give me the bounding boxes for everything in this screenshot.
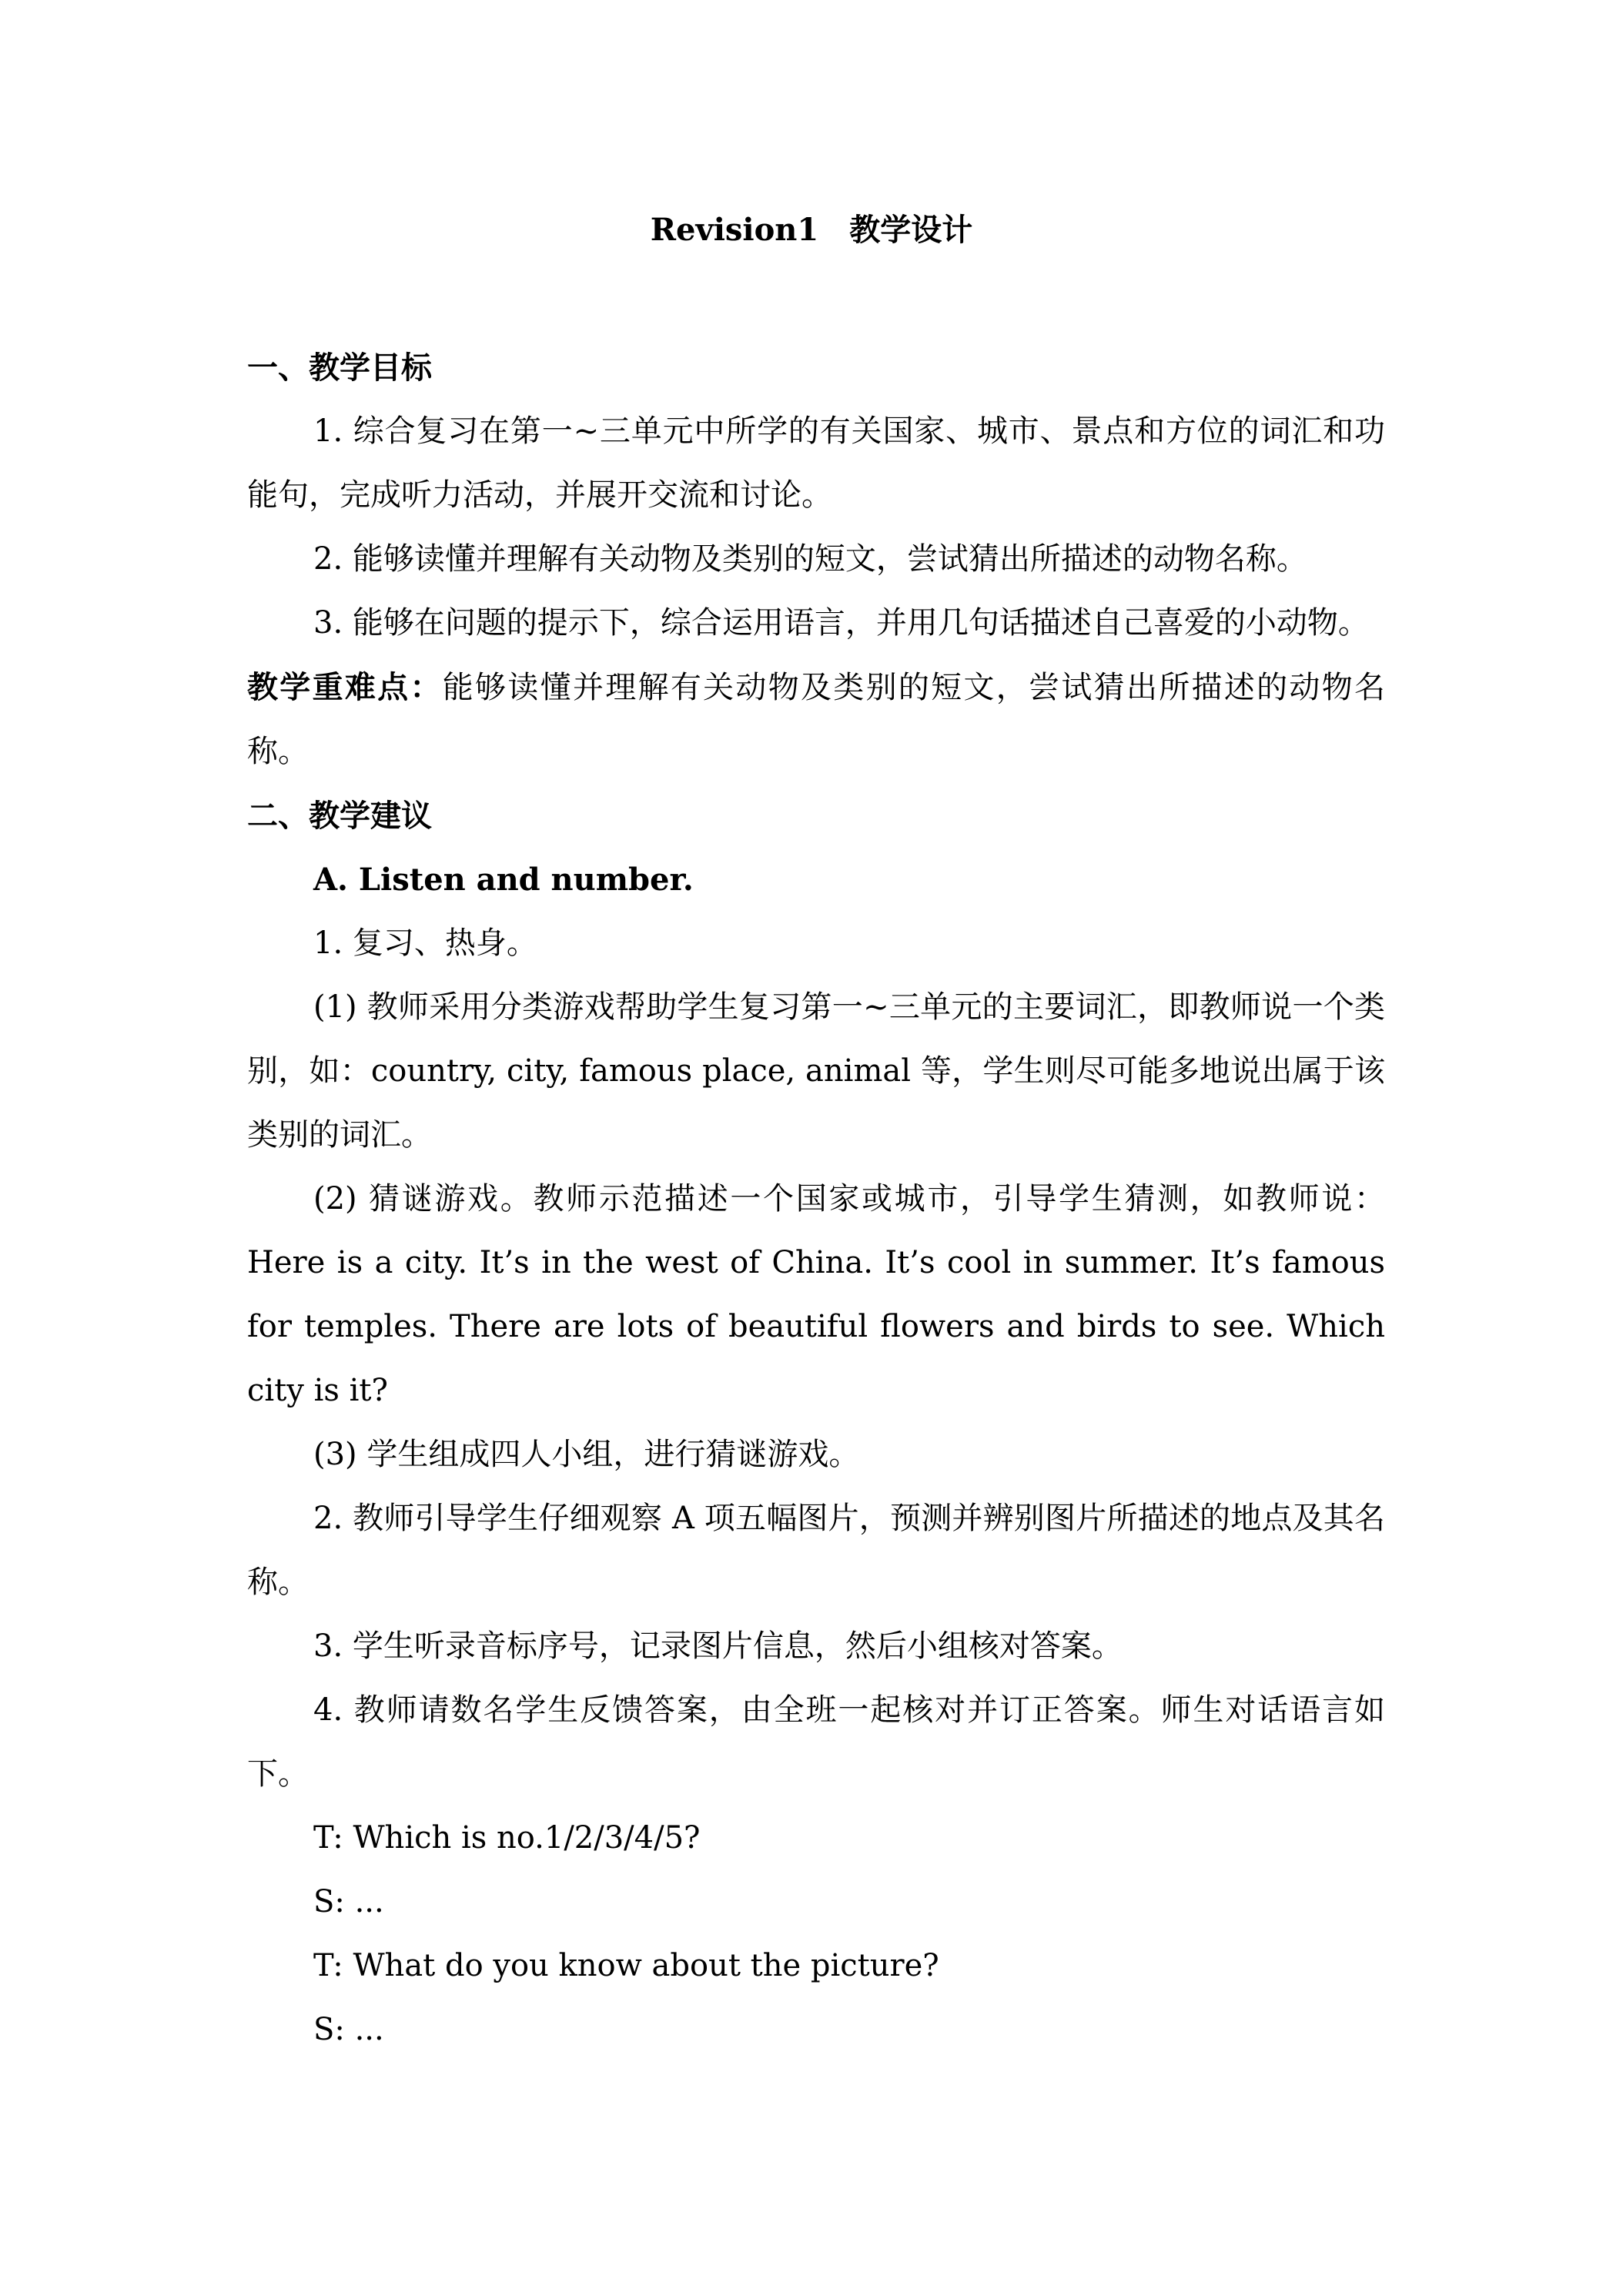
dialog-line-2: S: ... [313, 1884, 384, 1919]
dialog-line-4: S: ... [313, 2012, 384, 2047]
step-a1-sub3: (3) 学生组成四人小组，进行猜谜游戏。 [313, 1437, 860, 1472]
part-a-heading: A. Listen and number. [313, 862, 694, 898]
key-difficulty-text: 能够读懂并理解有关动物及类别的短文，尝试猜出所描述的动物名称。 [247, 670, 1385, 769]
step-a2: 2. 教师引导学生仔细观察 A 项五幅图片，预测并辨别图片所描述的地点及其名称。 [247, 1501, 1385, 1600]
key-difficulty-paragraph [247, 655, 1385, 784]
section-heading-suggestions: 二、教学建议 [247, 798, 432, 834]
dialog-line-1: T: Which is no.1/2/3/4/5? [313, 1820, 701, 1856]
dialog-line-3: T: What do you know about the picture? [313, 1948, 939, 1983]
section-heading-goals: 一、教学目标 [247, 350, 432, 386]
goal-item-1: 1. 综合复习在第一~三单元中所学的有关国家、城市、景点和方位的词汇和功能句，完成听力活动，并展开交流和讨论。 [247, 413, 1385, 513]
step-a1-sub2: (2) 猜谜游戏。教师示范描述一个国家或城市，引导学生猜测，如教师说：Here is a city. It’s in the west of China. It’s cool in summer. It’s famous for temples. There are lots of beautiful flowers and birds to see. Which city is it? [247, 1181, 1385, 1408]
step-a4: 4. 教师请数名学生反馈答案，由全班一起核对并订正答案。师生对话语言如下。 [247, 1692, 1385, 1792]
step-a1-sub1: (1) 教师采用分类游戏帮助学生复习第一~三单元的主要词汇，即教师说一个类别，如：country, city, famous place, animal 等，学生则尽可能多地说出属于该类别的词汇。 [247, 989, 1385, 1153]
goal-item-2: 2. 能够读懂并理解有关动物及类别的短文，尝试猜出所描述的动物名称。 [313, 541, 1307, 577]
document-title: Revision1 教学设计 [650, 212, 973, 248]
step-a1: 1. 复习、热身。 [313, 925, 537, 961]
document-body [247, 336, 1385, 2062]
key-difficulty-label: 教学重难点： [247, 669, 443, 705]
step-a3: 3. 学生听录音标序号，记录图片信息，然后小组核对答案。 [313, 1628, 1123, 1664]
goal-item-3: 3. 能够在问题的提示下，综合运用语言，并用几句话描述自己喜爱的小动物。 [313, 605, 1369, 641]
